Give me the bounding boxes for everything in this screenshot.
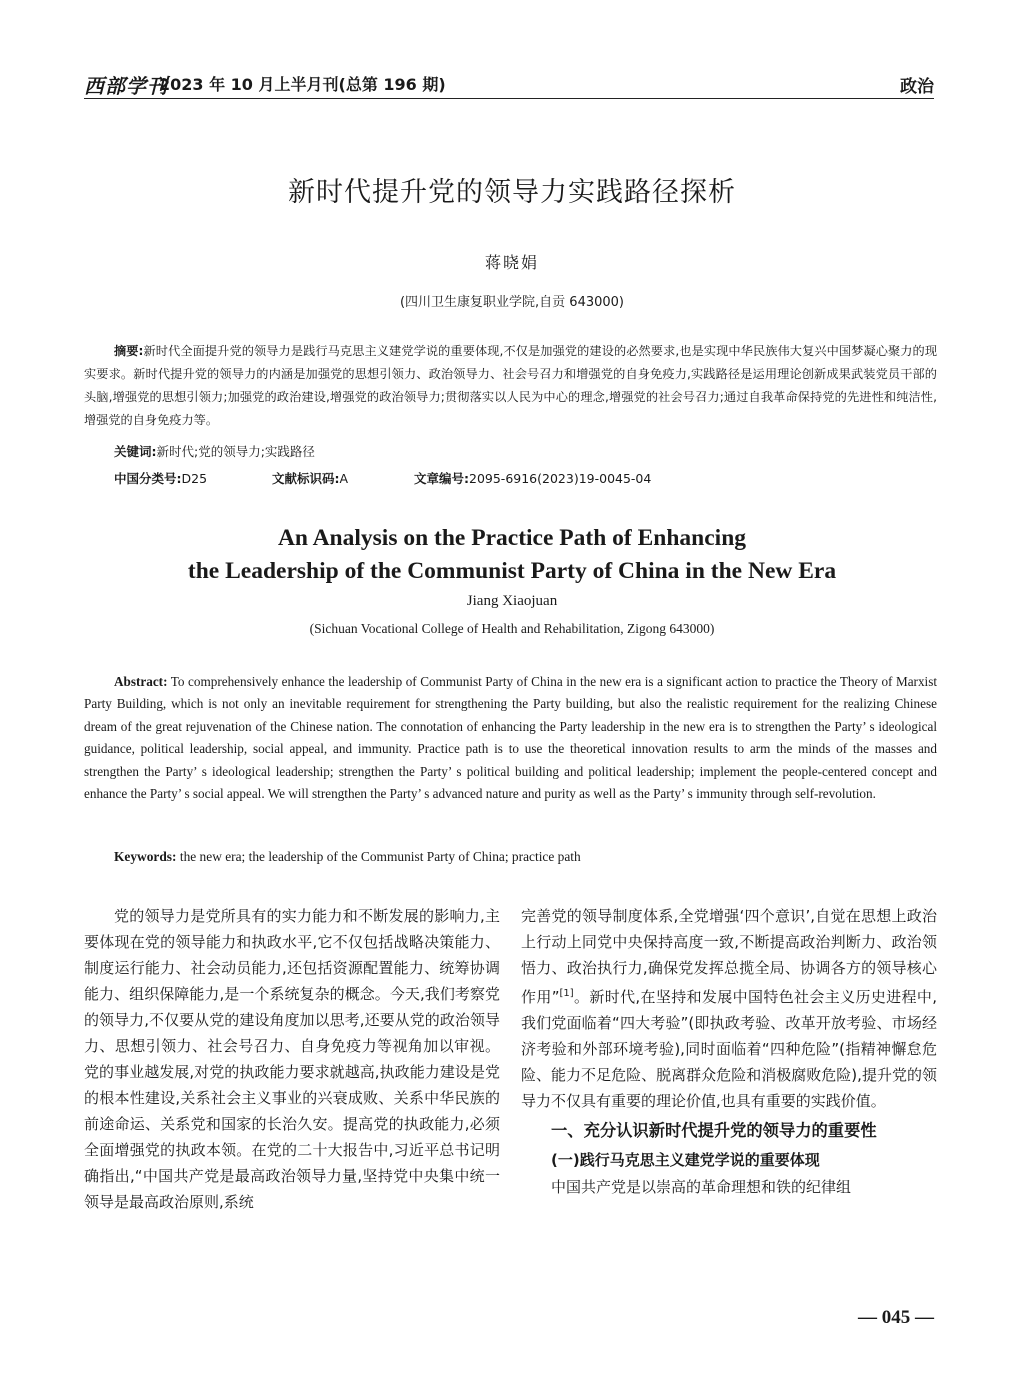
subsection-heading: (一)践行马克思主义建党学说的重要体现	[551, 1151, 820, 1169]
running-header	[84, 66, 934, 99]
journal-logo: 西部学刊	[84, 74, 168, 98]
body-paragraph	[521, 903, 937, 1114]
keywords-cn-label: 关键词:	[114, 444, 157, 459]
author-en: Jiang Xiaojuan	[466, 593, 558, 609]
article-number	[414, 469, 651, 487]
section-label: 政治	[900, 77, 934, 97]
clc-number	[114, 469, 207, 487]
body-column-left	[84, 903, 500, 1215]
body-paragraph: 中国共产党是以崇高的革命理想和铁的纪律组	[551, 1178, 852, 1196]
keywords-en-label: Keywords:	[114, 849, 177, 864]
document-code-label: 文献标识码:	[272, 471, 340, 486]
affiliation-en: (Sichuan Vocational College of Health and Rehabilitation, Zigong 643000)	[309, 621, 715, 636]
keywords-en	[114, 849, 934, 865]
body-paragraph-part-b: 。新时代,在坚持和发展中国特色社会主义历史进程中,我们党面临着“四大考验”(即执政考验、改革开放考验、市场经济考验和外部环境考验),同时面临着“四种危险”(指精神懈怠危险、能力不足危险、脱离群众危险和消极腐败危险),提升党的领导力不仅具有重要的理论价值,也具有重要的实践价值。	[521, 988, 937, 1110]
affiliation-cn: (四川卫生康复职业学院,自贡 643000)	[399, 295, 625, 310]
abstract-en	[84, 671, 937, 805]
page-number: — 045 —	[858, 1307, 934, 1328]
clc-label: 中国分类号:	[114, 471, 182, 486]
keywords-cn	[114, 442, 934, 460]
document-code-value: A	[339, 471, 349, 486]
abstract-cn-text: 新时代全面提升党的领导力是践行马克思主义建党学说的重要体现,不仅是加强党的建设的必然要求,也是实现中华民族伟大复兴中国梦凝心聚力的现实要求。新时代提升党的领导力的内涵是加强党的思想引领力、政治领导力、社会号召力和增强党的自身免疫力,实践路径是运用理论创新成果武装党员干部的头脑,增强党的思想引领力;加强党的政治建设,增强党的政治领导力;贯彻落实以人民为中心的理念,增强党的社会号召力;通过自我革命保持党的先进性和纯洁性,增强党的自身免疫力等。	[84, 344, 938, 427]
journal-issue: 2023 年 10 月上半月刊(总第 196 期)	[159, 75, 446, 94]
body-paragraph: 党的领导力是党所具有的实力能力和不断发展的影响力,主要体现在党的领导能力和执政水平,它不仅包括战略决策能力、制度运行能力、社会动员能力,还包括资源配置能力、统筹协调能力、组织保障能力,是一个系统复杂的概念。今天,我们考察党的领导力,不仅要从党的建设角度加以思考,还要从党的政治领导力、思想引领力、社会号召力、自身免疫力等视角加以审视。党的事业越发展,对党的执政能力要求就越高,执政能力建设是党的根本性建设,关系社会主义事业的兴衰成败、关系中华民族的前途命运、关系党和国家的长治久安。提高党的执政能力,必须全面增强党的执政本领。在党的二十大报告中,习近平总书记明确指出,“中国共产党是最高政治领导力量,坚持党中央集中统一领导是最高政治原则,系统	[84, 907, 500, 1211]
body-paragraph-part-a: 完善党的领导制度体系,全党增强‘四个意识’,自觉在思想上政治上行动上同党中央保持高度一致,不断提高政治判断力、政治领悟力、政治执行力,确保党发挥总揽全局、协调各方的领导核心作用”	[521, 907, 937, 1006]
article-title-en-line1: An Analysis on the Practice Path of Enhancing	[277, 525, 747, 551]
citation-marker: [1]	[559, 988, 574, 999]
article-title-en-line2: the Leadership of the Communist Party of China in the New Era	[187, 558, 837, 584]
article-title-en	[0, 522, 1024, 588]
document-code	[272, 469, 348, 487]
article-number-label: 文章编号:	[414, 471, 469, 486]
abstract-en-text: To comprehensively enhance the leadership of Communist Party of China in the new era is a significant action to practice the Theory of Marxist Party Building, which is not only an inevitable requirement for strengthening the Party building, but also the realistic requirement for the realizing Chinese dream of the great rejuvenation of the Chinese nation. The connotation of enhancing the Party leadership in the new era is to strengthen the Party’ s ideological guidance, political leadership, social appeal, and immunity. Practice path is to use the theoretical innovation results to arm the minds of the masses and strengthen the Party’ s ideological leadership; strengthen the Party’ s political building and political leadership; implement the people-centered concept and enhance the Party’ s social appeal. We will strengthen the Party’ s advanced nature and purity as well as the Party’ s immunity through self-revolution.	[84, 674, 938, 802]
article-number-value: 2095-6916(2023)19-0045-04	[469, 471, 652, 486]
keywords-en-text: the new era; the leadership of the Communist Party of China; practice path	[179, 849, 581, 864]
body-column-right	[521, 903, 937, 1200]
abstract-cn-label: 摘要:	[114, 344, 144, 358]
author-cn: 蒋晓娟	[484, 253, 539, 272]
clc-value: D25	[181, 471, 208, 486]
section-heading: 一、充分认识新时代提升党的领导力的重要性	[551, 1121, 877, 1140]
article-title-cn: 新时代提升党的领导力实践路径探析	[288, 177, 736, 208]
abstract-cn	[84, 340, 937, 432]
abstract-en-label: Abstract:	[114, 674, 168, 689]
keywords-cn-text: 新时代;党的领导力;实践路径	[156, 444, 315, 459]
